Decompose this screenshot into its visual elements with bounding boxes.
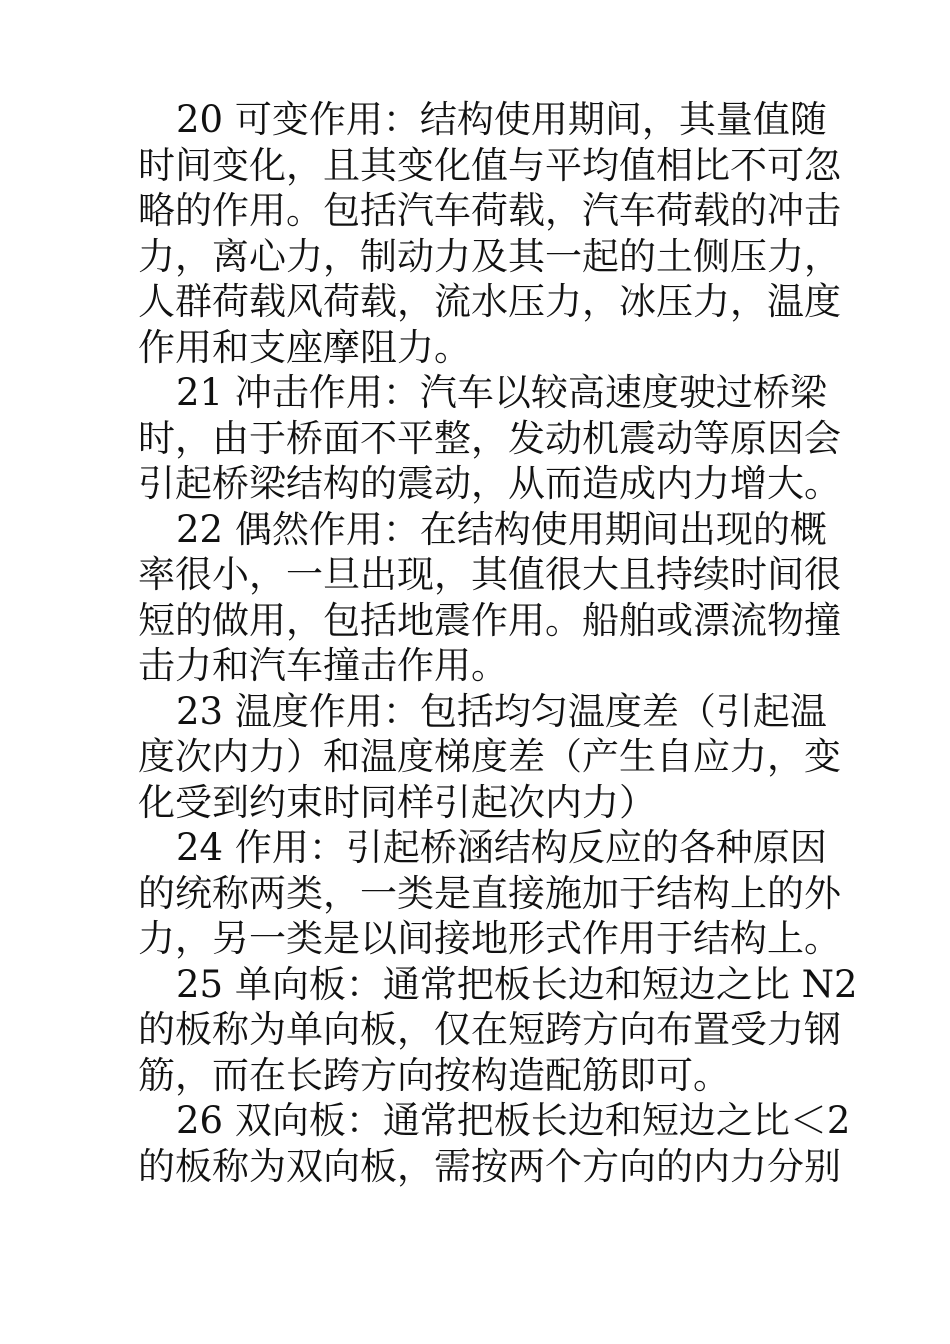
paragraph-one-way-slab bbox=[138, 962, 858, 1099]
text-line: 作用和支座摩阻力。 bbox=[138, 325, 471, 369]
text-line: 的统称两类，一类是直接施加于结构上的外 bbox=[138, 871, 841, 915]
text-line: 化受到约束时同样引起次内力） bbox=[138, 780, 656, 824]
text-line: 略的作用。包括汽车荷载，汽车荷载的冲击 bbox=[138, 189, 841, 232]
text-line: 21 冲击作用：汽车以较高速度驶过桥梁 bbox=[176, 371, 827, 414]
text-line: 率很小，一旦出现，其值很大且持续时间很 bbox=[138, 553, 841, 596]
text-line: 23 温度作用：包括均匀温度差（引起温 bbox=[176, 689, 827, 733]
text-line: 的板称为单向板，仅在短跨方向布置受力钢 bbox=[138, 1008, 841, 1051]
paragraph-impact-action bbox=[138, 370, 841, 507]
text-line: 度次内力）和温度梯度差（产生自应力，变 bbox=[138, 735, 841, 778]
text-line: 22 偶然作用：在结构使用期间出现的概 bbox=[176, 507, 827, 551]
text-line: 力，离心力，制动力及其一起的土侧压力， bbox=[138, 234, 841, 278]
text-line: 时，由于桥面不平整，发动机震动等原因会 bbox=[138, 416, 841, 460]
text-line: 20 可变作用：结构使用期间，其量值随 bbox=[176, 98, 827, 141]
text-line: 引起桥梁结构的震动，从而造成内力增大。 bbox=[138, 462, 841, 505]
text-line: 击力和汽车撞击作用。 bbox=[138, 644, 508, 687]
text-line: 筋，而在长跨方向按构造配筋即可。 bbox=[138, 1053, 730, 1097]
document-body bbox=[138, 97, 858, 1189]
paragraph-action-definition bbox=[138, 825, 841, 962]
text-line: 时间变化，且其变化值与平均值相比不可忽 bbox=[138, 143, 841, 187]
text-line: 26 双向板：通常把板长边和短边之比＜2 bbox=[176, 1099, 851, 1142]
text-line: 人群荷载风荷载，流水压力，冰压力，温度 bbox=[138, 280, 841, 323]
text-line: 的板称为双向板，需按两个方向的内力分别 bbox=[138, 1144, 841, 1188]
paragraph-temperature-action bbox=[138, 689, 841, 826]
text-line: 短的做用，包括地震作用。船舶或漂流物撞 bbox=[138, 598, 841, 642]
text-line: 力，另一类是以间接地形式作用于结构上。 bbox=[138, 917, 841, 960]
paragraph-variable-action bbox=[138, 97, 841, 370]
paragraph-accidental-action bbox=[138, 507, 841, 689]
paragraph-two-way-slab bbox=[138, 1098, 851, 1189]
text-line: 25 单向板：通常把板长边和短边之比 N2 bbox=[176, 962, 858, 1006]
text-line: 24 作用：引起桥涵结构反应的各种原因 bbox=[176, 826, 827, 869]
